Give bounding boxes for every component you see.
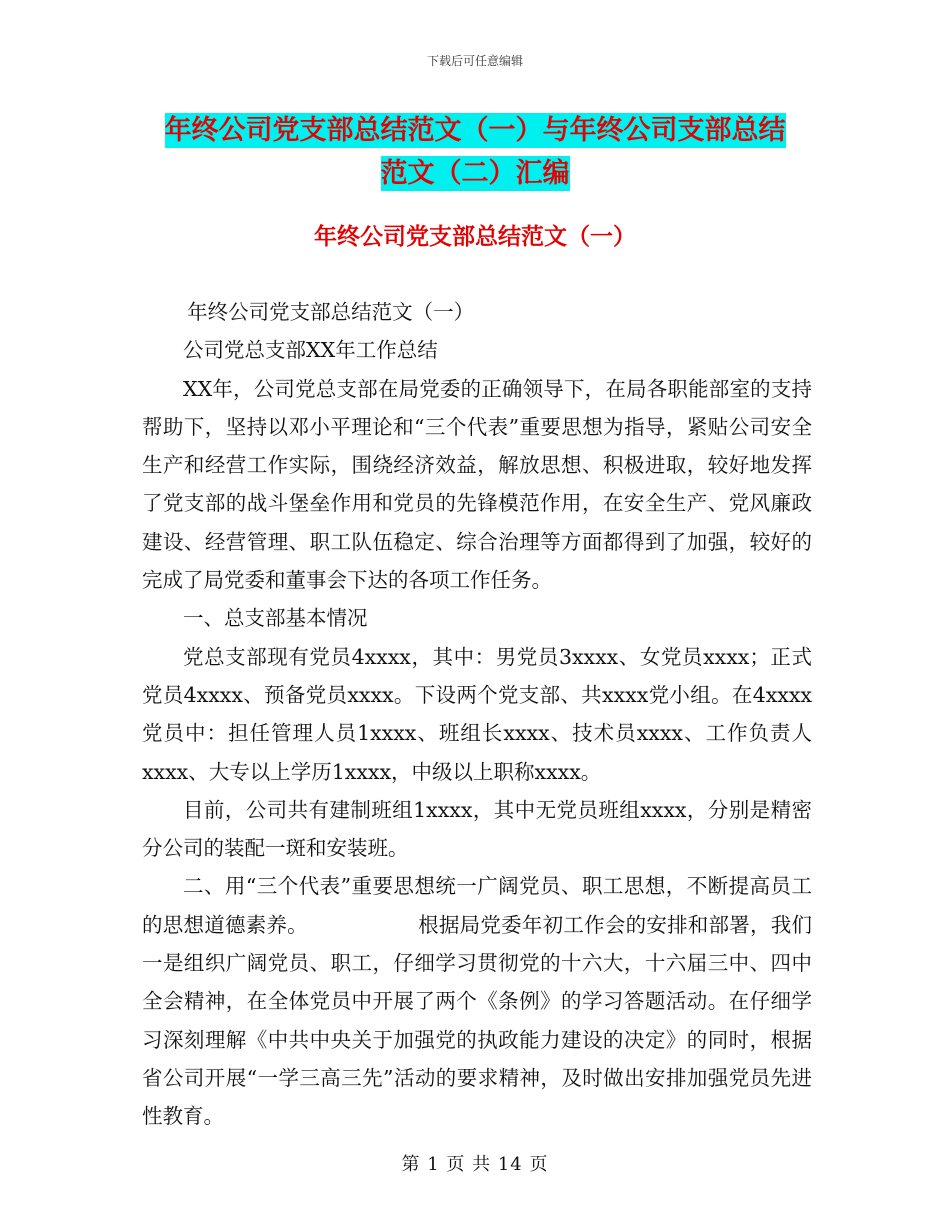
document-title-line-1-text: 年终公司党支部总结范文（一）与年终公司支部总结	[164, 115, 786, 146]
section-2-body-text: 根据局党委年初工作会的安排和部署，我们一是组织广阔党员、职工，仔细学习贯彻党的十六大，十六届三中、四中全会精神，在全体党员中开展了两个《条例》的学习答题活动。在仔细学习深刻理解《中共中央关于加强党的执政能力建设的决定》的同时，根据省公司开展“一学三高三先”活动的要求精神，及时做出安排加强党员先进性教育。	[142, 912, 813, 1129]
document-title-line-2	[0, 154, 950, 194]
paragraph-teams: 目前，公司共有建制班组1xxxx，其中无党员班组xxxx，分别是精密分公司的装配一斑和安装班。	[142, 797, 812, 861]
paragraph-section-1-heading: 一、总支部基本情况	[183, 606, 368, 631]
paragraph-report-title: 公司党总支部XX年工作总结	[183, 338, 438, 363]
section-heading: 年终公司党支部总结范文（一）	[314, 224, 636, 250]
paragraph-intro: XX年，公司党总支部在局党委的正确领导下，在局各职能部室的支持帮助下，坚持以邓小平理论和“三个代表”重要思想为指导，紧贴公司安全生产和经营工作实际，围绕经济效益，解放思想、积极进取，较好地发挥了党支部的战斗堡垒作用和党员的先锋模范作用，在安全生产、党风廉政建设、经营管理、职工队伍稳定、综合治理等方面都得到了加强，较好的完成了局党委和董事会下达的各项工作任务。	[142, 376, 812, 593]
document-title-line-1	[0, 111, 950, 151]
paragraph-subtitle: 年终公司党支部总结范文（一）	[187, 300, 475, 324]
document-body	[142, 293, 812, 1136]
paragraph-member-stats: 党总支部现有党员4xxxx，其中：男党员3xxxx、女党员xxxx；正式党员4xxxx、预备党员xxxx。下设两个党支部、共xxxx党小组。在4xxxx党员中：担任管理人员1xxxx、班组长xxxx、技术员xxxx、工作负责人xxxx、大专以上学历1xxxx，中级以上职称xxxx。	[142, 644, 812, 784]
header-note: 下载后可任意编辑	[426, 54, 523, 68]
page-footer: 第 1 页 共 14 页	[401, 1154, 549, 1175]
section-2-heading-text: 二、用“三个代表”重要思想统一广阔党员、职工思想，不断提高员工的思想道德素养。	[142, 874, 812, 937]
document-title-line-2-text: 范文（二）汇编	[380, 158, 570, 189]
paragraph-section-2	[142, 867, 812, 1135]
